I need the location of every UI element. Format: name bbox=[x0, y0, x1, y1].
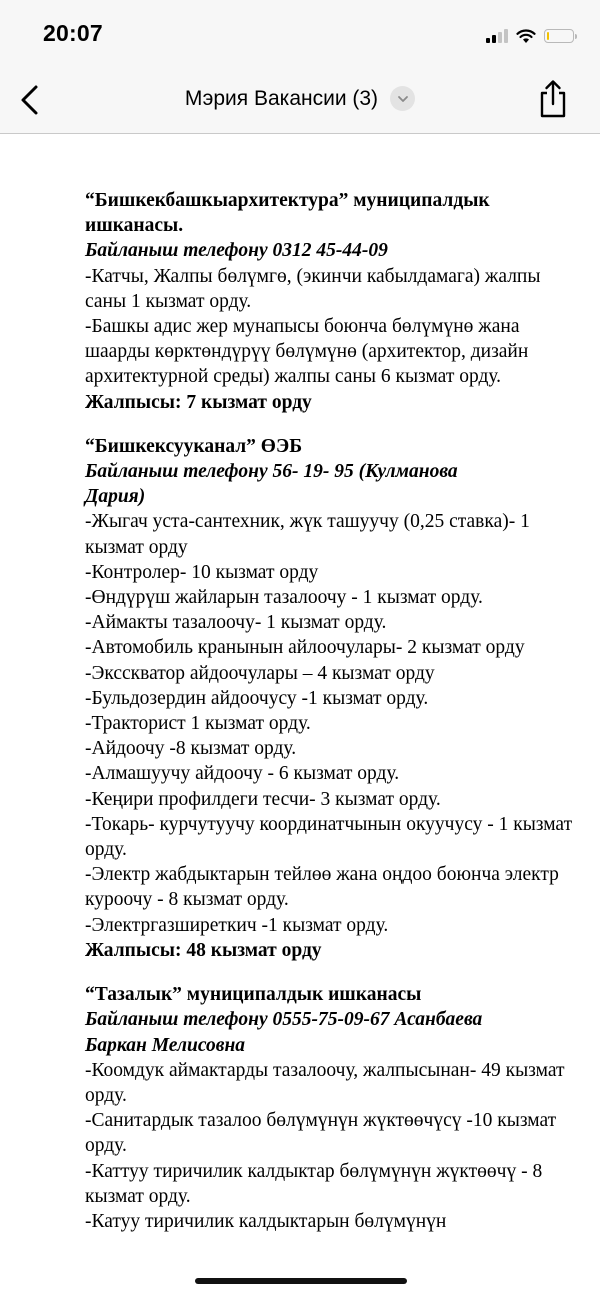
vacancy-item: -Башкы адис жер мунапысы боюнча бөлүмүнө жана шаарды көрктөндүрүү бөлүмүнө (архитектор, дизайн архитектурной среды) жалпы саны 6 кызмат орду. bbox=[85, 316, 529, 388]
vacancy-item: -Тракторист 1 кызмат орду. bbox=[85, 713, 311, 735]
status-time: 20:07 bbox=[43, 20, 103, 46]
vacancy-item: -Кеңири профилдеги тесчи- 3 кызмат орду. bbox=[85, 788, 441, 810]
document-content bbox=[85, 188, 575, 1253]
contact-phone: Байланыш телефону 0555-75-09-67 Асанбаева Баркан Мелисовна bbox=[85, 1009, 483, 1056]
title-area[interactable] bbox=[0, 86, 600, 111]
vacancy-item: -Каттуу тиричилик калдыктар бөлүмүнүн жүктөөчү - 8 кызмат орду. bbox=[85, 1160, 543, 1207]
chevron-down-icon bbox=[397, 95, 409, 103]
org-name: “Тазалык” муниципалдык ишканасы bbox=[85, 984, 422, 1006]
vacancy-total: Жалпысы: 7 кызмат орду bbox=[85, 391, 312, 413]
vacancy-item: -Алмашуучу айдоочу - 6 кызмат орду. bbox=[85, 763, 400, 785]
vacancy-item: -Катуу тиричилик калдыктарын бөлүмүнүн bbox=[85, 1210, 447, 1232]
section-tazalyk bbox=[85, 982, 575, 1234]
org-name: “Бишкексууканал” ӨЭБ bbox=[85, 435, 303, 457]
vacancy-item: -Электр жабдыктарын тейлөө жана оңдоо боюнча электр куроочу - 8 кызмат орду. bbox=[85, 864, 559, 911]
vacancy-item: -Аймакты тазалоочу- 1 кызмат орду. bbox=[85, 612, 387, 634]
contact-phone: Байланыш телефону 0312 45-44-09 bbox=[85, 240, 388, 262]
home-indicator[interactable] bbox=[195, 1278, 407, 1284]
vacancy-item: -Айдоочу -8 кызмат орду. bbox=[85, 738, 297, 760]
vacancy-total: Жалпысы: 48 кызмат орду bbox=[85, 939, 322, 961]
vacancy-item: -Санитардык тазалоо бөлүмүнүн жүктөөчүсү -10 кызмат орду. bbox=[85, 1110, 557, 1157]
status-icons bbox=[486, 26, 574, 46]
vacancy-item: -Өндүрүш жайларын тазалоочу - 1 кызмат орду. bbox=[85, 587, 483, 609]
battery-low-icon bbox=[544, 29, 574, 43]
contact-phone: Байланыш телефону 56- 19- 95 (Кулманова Дария) bbox=[85, 461, 458, 508]
vacancy-item: -Жыгач уста-сантехник, жүк ташуучу (0,25 ставка)- 1 кызмат орду bbox=[85, 511, 530, 558]
wifi-icon bbox=[516, 29, 536, 44]
vacancy-item: -Бульдозердин айдоочусу -1 кызмат орду. bbox=[85, 687, 429, 709]
cellular-signal-icon bbox=[486, 29, 508, 43]
top-bar bbox=[0, 0, 600, 134]
page-title[interactable]: Мэрия Вакансии (3) bbox=[184, 86, 379, 110]
org-name: “Бишкекбашкыархитектура” муниципалдык ишканасы. bbox=[85, 190, 490, 237]
share-icon[interactable] bbox=[534, 78, 572, 120]
section-architecture bbox=[85, 188, 575, 415]
vacancy-item: -Токарь- курчутуучу координатчынын окуучусу - 1 кызмат орду. bbox=[85, 813, 573, 861]
vacancy-item: -Коомдук аймактарды тазалоочу, жалпысынан- 49 кызмат орду. bbox=[85, 1059, 565, 1106]
navigation-bar bbox=[0, 70, 600, 132]
vacancy-item: -Электргазширеткич -1 кызмат орду. bbox=[85, 914, 389, 936]
vacancy-item: -Катчы, Жалпы бөлүмгө, (экинчи кабылдамага) жалпы саны 1 кызмат орду. bbox=[85, 265, 541, 312]
title-menu-button[interactable] bbox=[390, 86, 415, 111]
section-bishkeksuukanal bbox=[85, 434, 575, 963]
vacancy-item: -Эксскватор айдоочулары – 4 кызмат орду bbox=[85, 662, 435, 684]
vacancy-item: -Автомобиль кранынын айлоочулары- 2 кызмат орду bbox=[85, 637, 525, 659]
vacancy-item: -Контролер- 10 кызмат орду bbox=[85, 561, 319, 583]
